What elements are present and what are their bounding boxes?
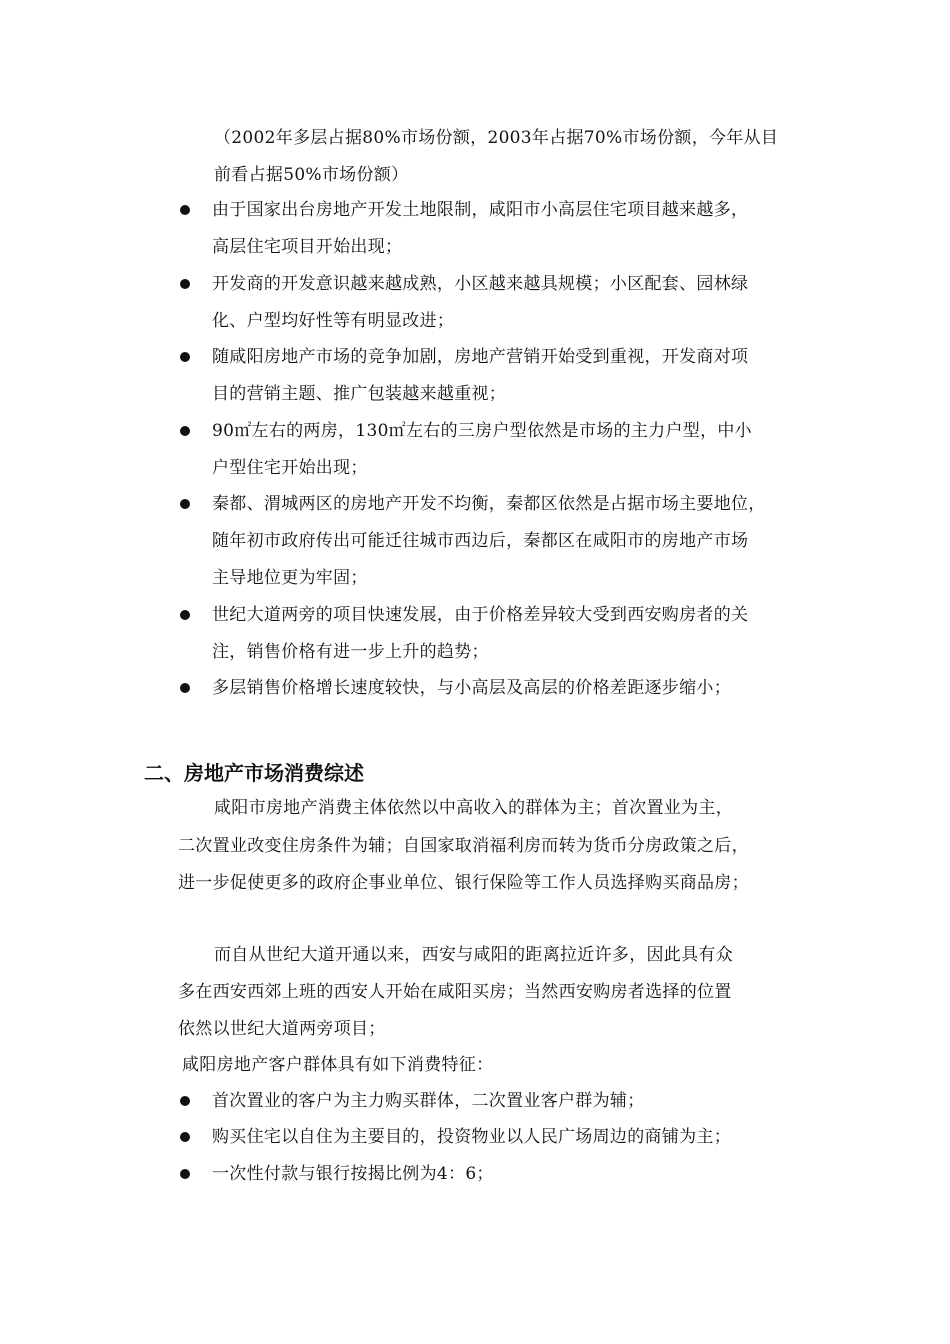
bullet-icon xyxy=(180,499,190,509)
bullet-line: 购买住宅以自住为主要目的，投资物业以人民广场周边的商铺为主； xyxy=(212,1127,731,1147)
bullet-line: 世纪大道两旁的项目快速发展，由于价格差异较大受到西安购房者的关 xyxy=(212,605,749,625)
bullet-line: 一次性付款与银行按揭比例为4：6； xyxy=(212,1164,494,1184)
bullet-line: 多层销售价格增长速度较快，与小高层及高层的价格差距逐步缩小； xyxy=(212,678,731,698)
paragraph-line: 多在西安西郊上班的西安人开始在咸阳买房；当然西安购房者选择的位置 xyxy=(178,982,732,1002)
bullet-line: 开发商的开发意识越来越成熟，小区越来越具规模；小区配套、园林绿 xyxy=(212,274,749,294)
paragraph-line: 二次置业改变住房条件为辅；自国家取消福利房而转为货币分房政策之后， xyxy=(178,836,749,856)
bullet-icon xyxy=(180,1132,190,1142)
bullet-icon xyxy=(180,426,190,436)
bullet-line: 化、户型均好性等有明显改进； xyxy=(212,311,455,331)
bullet-line: 秦都、渭城两区的房地产开发不均衡，秦都区依然是占据市场主要地位， xyxy=(212,494,766,514)
bullet-line: 随年初市政府传出可能迁往城市西边后，秦都区在咸阳市的房地产市场 xyxy=(212,531,749,551)
bullet-line: 随咸阳房地产市场的竞争加剧，房地产营销开始受到重视，开发商对项 xyxy=(212,347,749,367)
intro-line-1: （2002年多层占据80%市场份额，2003年占据70%市场份额，今年从目 xyxy=(214,128,779,148)
bullet-line: 首次置业的客户为主力购买群体，二次置业客户群为辅； xyxy=(212,1091,645,1111)
paragraph-line: 依然以世纪大道两旁项目； xyxy=(178,1019,386,1039)
intro-line-2: 前看占据50%市场份额） xyxy=(214,165,409,185)
paragraph-line: 咸阳市房地产消费主体依然以中高收入的群体为主；首次置业为主， xyxy=(214,798,733,818)
section-heading: 二、房地产市场消费综述 xyxy=(144,761,364,785)
bullet-icon xyxy=(180,683,190,693)
bullet-line: 高层住宅项目开始出现； xyxy=(212,237,403,257)
bullet-icon xyxy=(180,1169,190,1179)
bullet-icon xyxy=(180,279,190,289)
paragraph-line: 而自从世纪大道开通以来，西安与咸阳的距离拉近许多，因此具有众 xyxy=(214,945,733,965)
bullet-line: 户型住宅开始出现； xyxy=(212,458,368,478)
bullet-icon xyxy=(180,352,190,362)
bullet-icon xyxy=(180,1096,190,1106)
bullet-line: 由于国家出台房地产开发土地限制，咸阳市小高层住宅项目越来越多， xyxy=(212,200,749,220)
bullet-line: 注，销售价格有进一步上升的趋势； xyxy=(212,642,489,662)
bullet-line: 主导地位更为牢固； xyxy=(212,568,368,588)
list-lead: 咸阳房地产客户群体具有如下消费特征： xyxy=(182,1055,494,1075)
bullet-line: 90㎡左右的两房，130㎡左右的三房户型依然是市场的主力户型，中小 xyxy=(212,421,752,441)
bullet-icon xyxy=(180,205,190,215)
bullet-icon xyxy=(180,610,190,620)
bullet-line: 目的营销主题、推广包装越来越重视； xyxy=(212,384,507,404)
paragraph-line: 进一步促使更多的政府企事业单位、银行保险等工作人员选择购买商品房； xyxy=(178,873,749,893)
